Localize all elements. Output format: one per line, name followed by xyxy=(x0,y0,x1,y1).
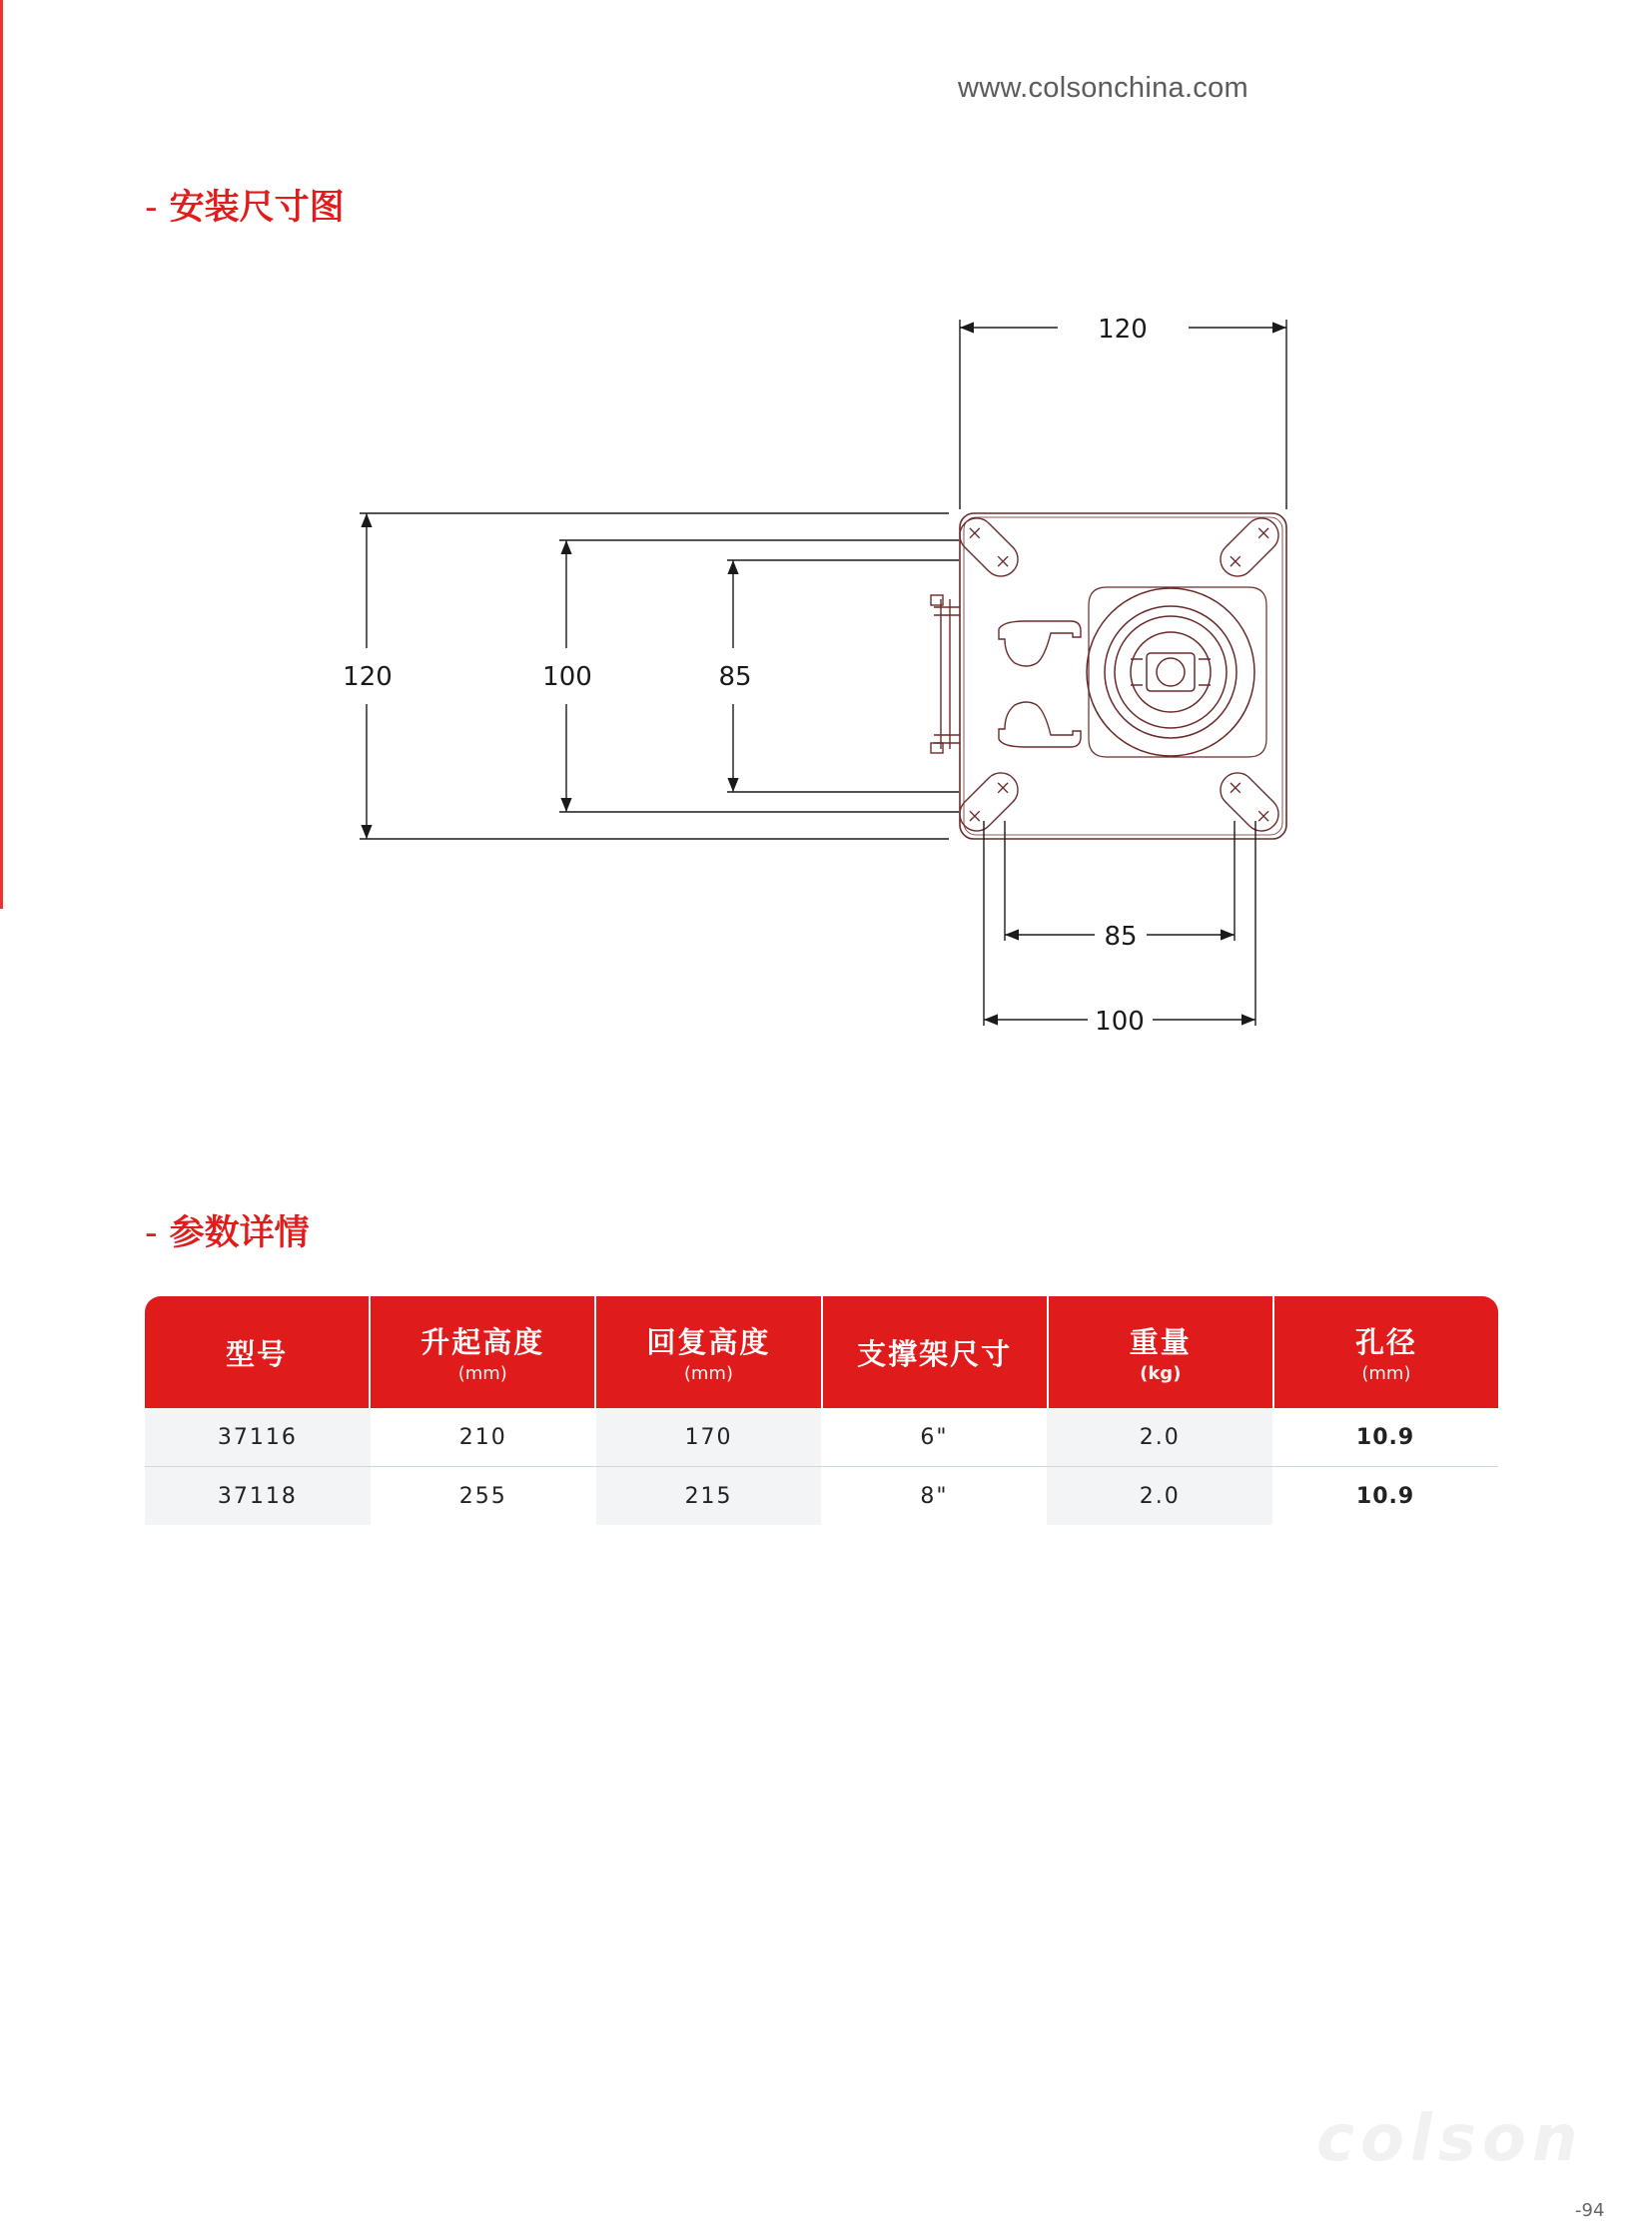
cell-return-height: 170 xyxy=(596,1408,822,1466)
section-title-text: 安装尺寸图 xyxy=(169,188,345,228)
header-label: 回复高度 xyxy=(646,1325,771,1359)
header-label: 支撑架尺寸 xyxy=(857,1336,1013,1371)
dim-left-120: 120 xyxy=(343,662,393,692)
table-row xyxy=(145,1466,1498,1525)
header-label: 升起高度 xyxy=(420,1325,545,1359)
dimension-labels xyxy=(343,315,1148,1037)
header-label: 重量 xyxy=(1129,1325,1192,1359)
header-unit: (mm) xyxy=(1361,1363,1411,1384)
cell-hole-diameter: 10.9 xyxy=(1355,1424,1415,1450)
cell-model: 37116 xyxy=(145,1408,371,1466)
bolt-slots xyxy=(953,511,1285,838)
cell-frame-size: 8" xyxy=(920,1483,949,1509)
mounting-dimension-drawing xyxy=(0,0,1652,1099)
page-number: -94 xyxy=(1575,2200,1605,2221)
cell-raise-height: 255 xyxy=(458,1483,507,1509)
cell-model: 37118 xyxy=(145,1467,371,1525)
header-frame-size xyxy=(823,1296,1049,1408)
title-dash: - xyxy=(145,188,158,228)
cell-frame-size: 6" xyxy=(920,1424,949,1450)
header-hole-diameter xyxy=(1274,1296,1498,1408)
spec-table xyxy=(145,1296,1498,1525)
header-label: 孔径 xyxy=(1354,1325,1417,1359)
header-model xyxy=(145,1296,371,1408)
cell-weight: 2.0 xyxy=(1047,1408,1272,1466)
dim-bottom-85: 85 xyxy=(1104,922,1138,952)
cell-raise-height: 210 xyxy=(458,1424,507,1450)
dim-left-85: 85 xyxy=(718,662,752,692)
cell-weight: 2.0 xyxy=(1047,1467,1272,1525)
cell-hole-diameter: 10.9 xyxy=(1355,1483,1415,1509)
dimension-lines xyxy=(360,320,1286,1026)
bolt-slot-top-right xyxy=(1214,511,1285,583)
bolt-slot-bottom-right xyxy=(1214,766,1285,838)
header-raise-height xyxy=(371,1296,596,1408)
dim-top-120: 120 xyxy=(1098,315,1148,345)
header-unit: (mm) xyxy=(683,1363,733,1384)
section-title-text: 参数详情 xyxy=(169,1213,310,1253)
table-header xyxy=(145,1296,1498,1408)
brake-mechanism xyxy=(931,595,1081,753)
header-label: 型号 xyxy=(226,1336,289,1371)
header-weight xyxy=(1049,1296,1274,1408)
header-unit: (mm) xyxy=(457,1363,507,1384)
table-row xyxy=(145,1408,1498,1466)
header-unit: (kg) xyxy=(1140,1363,1182,1384)
header-return-height xyxy=(596,1296,822,1408)
title-dash: - xyxy=(145,1213,158,1253)
site-url[interactable]: www.colsonchina.com xyxy=(958,72,1248,104)
dim-left-100: 100 xyxy=(542,662,592,692)
swivel-raceway xyxy=(1087,587,1266,757)
dim-bottom-100: 100 xyxy=(1095,1007,1145,1037)
cell-return-height: 215 xyxy=(596,1467,822,1525)
section-title-params xyxy=(145,1205,310,1255)
colson-logo-watermark: colson xyxy=(1316,2102,1584,2176)
